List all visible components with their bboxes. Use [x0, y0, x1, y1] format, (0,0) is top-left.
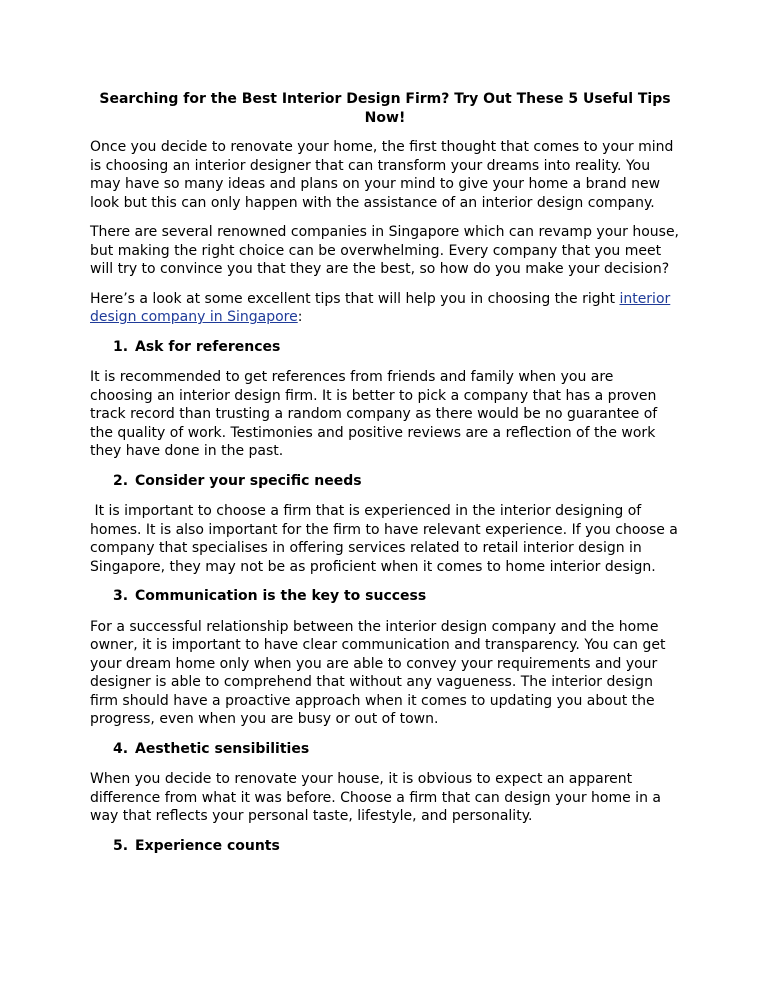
- tip-heading: [90, 740, 680, 759]
- tip-body: For a successful relationship between the interior design company and the home owner, it is important to have clear communication and transparency. You can get your dream home only when you are able to convey your requirements and your designer is able to comprehend that without any vagueness. The interior design firm should have a proactive approach when it comes to updating you about the progress, even when you are busy or out of town.: [90, 618, 666, 727]
- tip-heading-text: Aesthetic sensibilities: [135, 740, 310, 757]
- tip-heading: [90, 472, 680, 491]
- tip-number: 2.: [113, 472, 129, 489]
- tip-heading: [90, 837, 680, 856]
- tip-heading-text: Experience counts: [135, 837, 280, 854]
- lead-in-colon: :: [297, 309, 303, 325]
- document-title: Searching for the Best Interior Design Firm? Try Out These 5 Useful Tips Now!: [99, 91, 671, 126]
- tip-body: It is recommended to get references from friends and family when you are choosing an interior design firm. It is better to pick a company that has a proven track record than trusting a random company as there would be no guarantee of the quality of work. Testimonies and positive reviews are a reflection of the work they have done in the past.: [90, 369, 658, 459]
- lead-in-text: Here’s a look at some excellent tips that will help you in choosing the right: [90, 290, 620, 307]
- intro-paragraph: There are several renowned companies in Singapore which can revamp your house, but making the right choice can be overwhelming. Every company that you meet will try to convince you that they are the best, so how do you make your decision?: [90, 224, 680, 277]
- lead-in-paragraph: [90, 290, 680, 327]
- interior-design-company-link[interactable]: interior design company in Singapore: [90, 290, 671, 325]
- tip-heading-text: Ask for references: [135, 338, 281, 355]
- tip-heading-text: Consider your specific needs: [135, 472, 362, 489]
- tip-heading-text: Communication is the key to success: [135, 588, 427, 604]
- tip-heading: [90, 338, 680, 357]
- tip-heading: [90, 587, 680, 606]
- tip-number: 1.: [113, 338, 129, 355]
- tip-body: It is important to choose a firm that is experienced in the interior designing of homes. It is also important for the firm to have relevant experience. If you choose a company that specialises in offering services related to retail interior design in Singapore, they may not be as proficient when it comes to home interior design.: [90, 503, 683, 575]
- tip-number: 4.: [113, 740, 129, 757]
- intro-paragraph: Once you decide to renovate your home, the first thought that comes to your mind is choosing an interior designer that can transform your dreams into reality. You may have so many ideas and plans on your mind to give your home a brand new look but this can only happen with the assistance of an interior design company.: [90, 139, 674, 211]
- tip-number: 3.: [113, 588, 129, 604]
- tip-body: When you decide to renovate your house, it is obvious to expect an apparent difference from what it was before. Choose a firm that can design your home in a way that reflects your personal taste, lifestyle, and personality.: [90, 771, 661, 824]
- document-content: [90, 90, 683, 867]
- tip-number: 5.: [113, 837, 129, 854]
